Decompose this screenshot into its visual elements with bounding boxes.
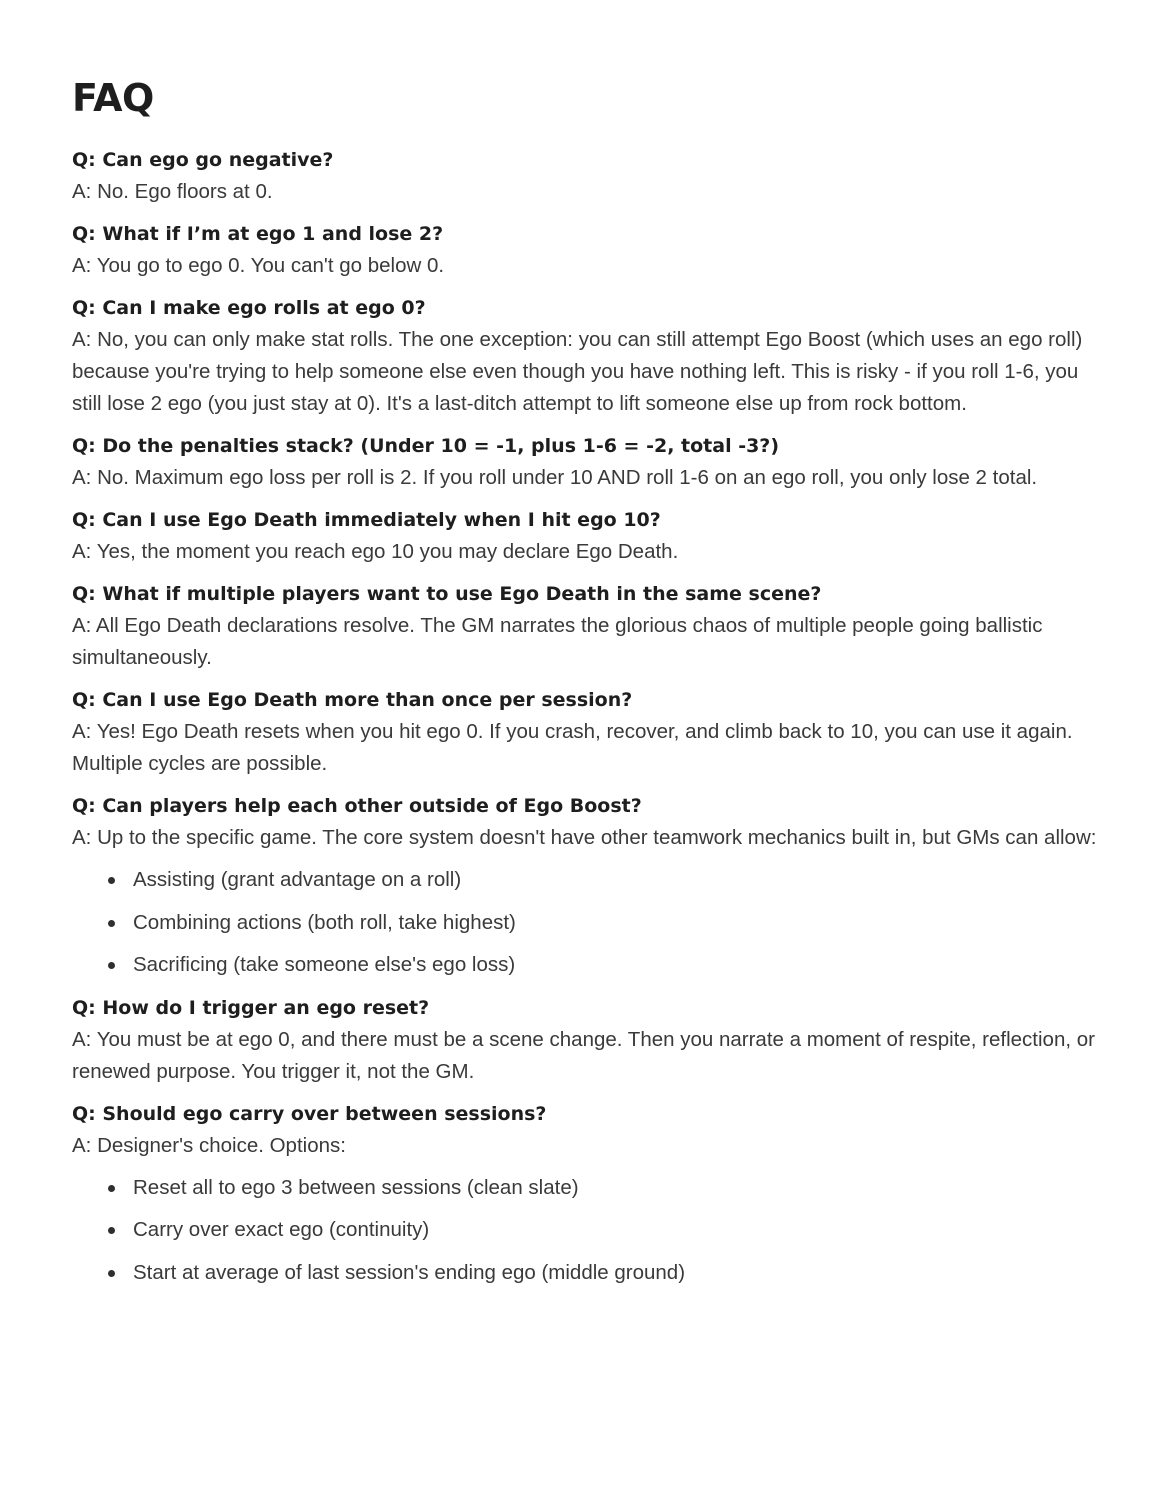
faq-item [72,684,1100,780]
list-item-text: Sacrificing (take someone else's ego loss) [133,953,516,976]
faq-item [72,504,1100,568]
faq-item [72,578,1100,674]
faq-answer: A: You go to ego 0. You can't go below 0. [72,254,445,277]
faq-answer: A: No, you can only make stat rolls. The one exception: you can still attempt Ego Boost (which uses an ego roll) because you're trying to help someone else even though you have nothing left. This is risky - if you roll 1-6, you still lose 2 ego (you just stay at 0). It's a last-ditch attempt to lift someone else up from rock bottom. [72,328,1083,415]
bullet-icon [108,920,115,927]
faq-item [72,992,1100,1088]
faq-answer: A: No. Maximum ego loss per roll is 2. If you roll under 10 AND roll 1-6 on an ego roll, you only lose 2 total. [72,466,1038,489]
list-item-text: Start at average of last session's ending ego (middle ground) [133,1260,686,1284]
faq-item [72,790,1100,981]
faq-answer: A: Designer's choice. Options: [72,1133,346,1157]
bullet-icon [108,1227,115,1234]
faq-answer: A: No. Ego floors at 0. [72,180,273,203]
faq-question: Q: Can ego go negative? [72,149,334,171]
faq-item [72,1098,1100,1289]
faq-question: Q: Do the penalties stack? (Under 10 = -1, plus 1-6 = -2, total -3?) [72,435,780,457]
faq-answer: A: Yes! Ego Death resets when you hit ego 0. If you crash, recover, and climb back to 10, you can use it again. Multiple cycles are possible. [72,720,1073,775]
faq-list [72,144,1100,1289]
list-item [106,907,1100,939]
faq-question: Q: Can I use Ego Death more than once per session? [72,689,633,711]
faq-item [72,292,1100,420]
bullet-icon [108,877,115,884]
list-item [106,1172,1100,1204]
bullet-icon [108,962,115,969]
list-item [106,864,1100,896]
faq-item [72,430,1100,494]
list-item-text: Reset all to ego 3 between sessions (clean slate) [133,1175,579,1199]
faq-question: Q: What if I’m at ego 1 and lose 2? [72,223,444,245]
bullet-icon [108,1270,115,1277]
faq-question: Q: Should ego carry over between sessions? [72,1102,547,1125]
faq-answer: A: All Ego Death declarations resolve. The GM narrates the glorious chaos of multiple people going ballistic simultaneously. [72,614,1043,669]
list-item-text: Combining actions (both roll, take highest) [133,910,516,934]
list-item-text: Assisting (grant advantage on a roll) [133,868,462,891]
faq-question: Q: How do I trigger an ego reset? [72,996,430,1019]
list-item [106,1214,1100,1246]
faq-answer: A: You must be at ego 0, and there must be a scene change. Then you narrate a moment of respite, reflection, or renewed purpose. You trigger it, not the GM. [72,1027,1095,1083]
list-item-text: Carry over exact ego (continuity) [133,1218,430,1241]
bullet-icon [108,1185,115,1192]
faq-question: Q: Can I use Ego Death immediately when I hit ego 10? [72,509,661,531]
faq-answer: A: Up to the specific game. The core system doesn't have other teamwork mechanics built in, but GMs can allow: [72,826,1097,849]
faq-answer-list [72,1172,1100,1289]
faq-item [72,144,1100,208]
faq-item [72,218,1100,282]
faq-question: Q: Can players help each other outside of Ego Boost? [72,795,642,817]
faq-question: Q: Can I make ego rolls at ego 0? [72,297,426,319]
faq-answer-list [72,864,1100,981]
list-item [106,949,1100,981]
page-title: FAQ [72,76,154,120]
list-item [106,1257,1100,1289]
faq-answer: A: Yes, the moment you reach ego 10 you may declare Ego Death. [72,540,679,563]
faq-question: Q: What if multiple players want to use Ego Death in the same scene? [72,583,822,605]
